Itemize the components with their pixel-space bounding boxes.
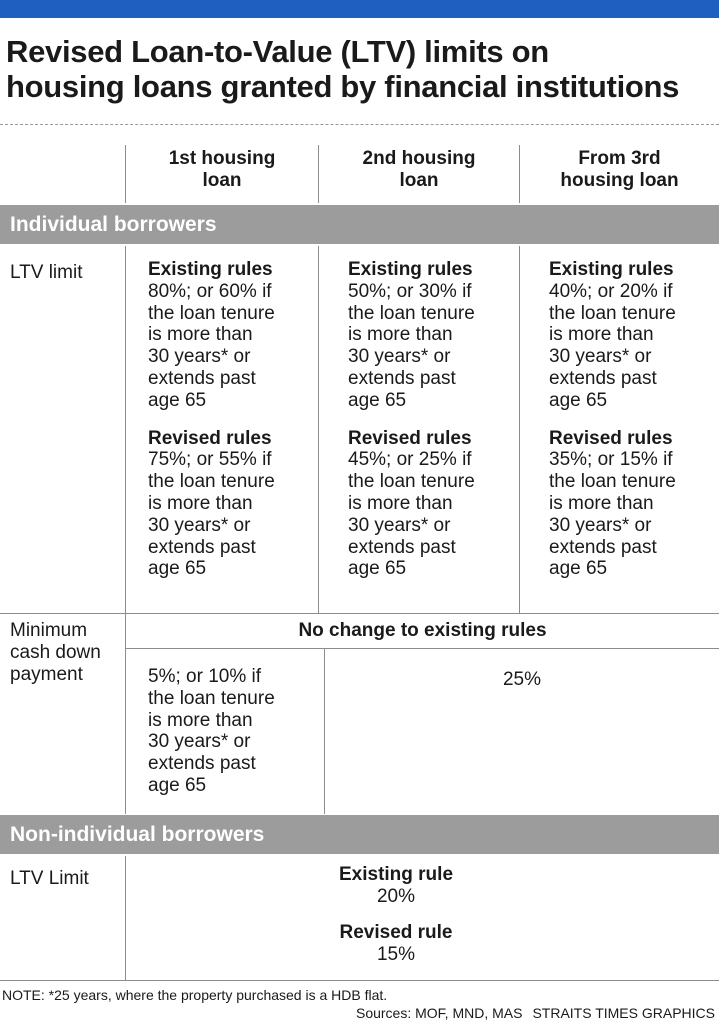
- page-title: [6, 34, 718, 104]
- cell-divider: [519, 246, 520, 613]
- existing-rules-heading: Existing rules: [549, 259, 674, 280]
- existing-rule-value: 20%: [376, 886, 416, 907]
- title-line-1: Revised Loan-to-Value (LTV) limits on: [6, 34, 549, 69]
- title-line-2: housing loans granted by financial institutions: [6, 69, 680, 104]
- cash-cell-1st: 5%; or 10% if the loan tenure is more than 30 years* or extends past age 65: [148, 666, 275, 796]
- revised-rule-heading: Revised rule: [339, 922, 453, 943]
- revised-rules-text: 35%; or 15% if the loan tenure is more than 30 years* or extends past age 65: [549, 449, 676, 580]
- revised-rules-heading: Revised rules: [348, 427, 472, 449]
- section-band-non-individual: Non-individual borrowers: [0, 815, 719, 854]
- revised-rules-text: 45%; or 25% if the loan tenure is more than 30 years* or extends past age 65: [348, 449, 475, 580]
- top-accent-bar: [0, 0, 719, 18]
- revised-rules-heading: Revised rules: [549, 427, 673, 449]
- existing-rules-text: 50%; or 30% if the loan tenure is more than 30 years* or extends past age 65: [348, 280, 475, 411]
- revised-rules-heading: Revised rules: [148, 427, 272, 449]
- row-label-cash-down-payment: Minimum cash down payment: [10, 620, 101, 685]
- existing-rules-text: 40%; or 20% if the loan tenure is more than 30 years* or extends past age 65: [549, 280, 676, 411]
- ltv-cell-1st: [148, 259, 316, 580]
- revised-rule-value: 15%: [376, 944, 416, 965]
- table-bottom-border: [0, 980, 719, 981]
- footnote: NOTE: *25 years, where the property purchased is a HDB flat.: [2, 987, 388, 1003]
- section-band-individual: Individual borrowers: [0, 205, 719, 244]
- existing-rules-heading: Existing rules: [148, 259, 273, 280]
- cell-divider: [318, 246, 319, 613]
- row-divider: [125, 648, 719, 649]
- credit-text: STRAITS TIMES GRAPHICS: [532, 1005, 715, 1021]
- column-header-3rd: From 3rd housing loan: [560, 148, 679, 191]
- ltv-cell-2nd: [348, 259, 516, 580]
- revised-rules-text: 75%; or 55% if the loan tenure is more than 30 years* or extends past age 65: [148, 449, 275, 580]
- existing-rules-heading: Existing rules: [348, 259, 473, 280]
- cell-divider: [125, 246, 126, 613]
- title-divider: [0, 124, 719, 125]
- row-label-ltv-limit-non-individual: LTV Limit: [10, 868, 89, 889]
- sources-text: Sources: MOF, MND, MAS: [355, 1005, 523, 1021]
- ltv-cell-3rd: [549, 259, 717, 580]
- sources-line: [356, 1004, 715, 1022]
- non-individual-ltv-cell: [126, 864, 666, 966]
- existing-rules-text: 80%; or 60% if the loan tenure is more than 30 years* or extends past age 65: [148, 280, 275, 411]
- cash-no-change-heading: No change to existing rules: [298, 620, 547, 641]
- column-header-2nd: 2nd housing loan: [362, 148, 476, 191]
- existing-rule-heading: Existing rule: [338, 864, 454, 885]
- column-header-1st: 1st housing loan: [168, 148, 276, 191]
- cell-divider: [125, 613, 126, 814]
- row-label-ltv-limit: LTV limit: [10, 262, 83, 283]
- cash-cell-2nd-and-3rd: 25%: [502, 669, 542, 690]
- row-divider: [0, 613, 719, 614]
